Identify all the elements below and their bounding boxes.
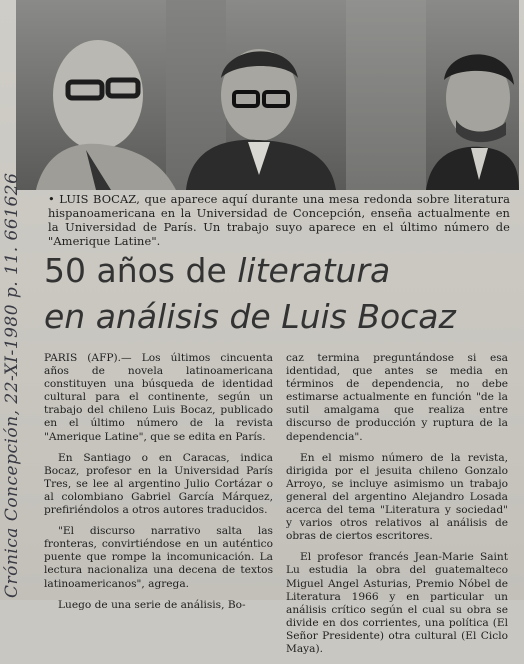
article-paragraph: El profesor francés Jean-Marie Saint Lu estudia la obra del guatemalteco Miguel Angel Asturias, Premio Nóbel de Literatura 1966 y en particular un análisis crítico según el cual su obra se divide en dos corrientes, una política (El Señor Presidente) otra cultural (El Ciclo Maya). <box>286 551 508 655</box>
article-paragraph: caz termina preguntándose si esa identidad, que antes se media en términos de dependencia, no debe estimarse actualmente en función "de la sutil amalgama que realiza entre discurso de producción y ruptura de la dependencia". <box>286 352 508 443</box>
caption-name: LUIS BOCAZ <box>59 192 137 206</box>
handwritten-source-note: Crónica Concepción, 22-XI-1980 p. 11. 661626 <box>2 172 22 598</box>
article-column-left <box>44 352 273 620</box>
article-paragraph: PARIS (AFP).— Los últimos cincuenta años de novela latinoamericana constituyen una búsqueda de identidad cultural para el continente, según un trabajo del chileno Luis Bocaz, publicado en el último número de la revista "Amerique Latine", que se edita en París. <box>44 352 273 443</box>
bullet-icon: • <box>48 192 60 206</box>
photo-caption <box>48 192 510 248</box>
article-column-right <box>286 352 508 664</box>
headline-line-1: 50 años de literatura <box>44 251 391 290</box>
article-paragraph: En el mismo número de la revista, dirigida por el jesuita chileno Gonzalo Arroyo, se incluye asimismo un trabajo general del argentino Alejandro Losada acerca del tema "Literatura y sociedad" y varios otros relativos al análisis de obras de ciertos escritores. <box>286 451 508 543</box>
article-paragraph: "El discurso narrativo salta las fronteras, convirtiéndose en un auténtico puente que rompe la incomunicación. La lectura nacionaliza una decena de textos latinoamericanos", agrega. <box>44 525 273 590</box>
caption-text: , que aparece aquí durante una mesa redonda sobre literatura hispanoamericana en la Universidad de Concepción, enseña actualmente en la Universidad de París. Un trabajo suyo aparece en el último número de "Amerique Latine". <box>48 192 510 248</box>
three-men-photo-icon <box>16 0 519 190</box>
headline-line-2: en análisis de Luis Bocaz <box>44 297 456 336</box>
headline <box>44 248 514 340</box>
article-paragraph: Luego de una serie de análisis, Bo- <box>58 598 246 611</box>
article-paragraph: En Santiago o en Caracas, indica Bocaz, profesor en la Universidad París Tres, se lee al argentino Julio Cortázar o al colombiano Gabriel García Márquez, prefiriéndolos a otros autores traducidos. <box>44 451 273 517</box>
photo <box>16 0 519 190</box>
